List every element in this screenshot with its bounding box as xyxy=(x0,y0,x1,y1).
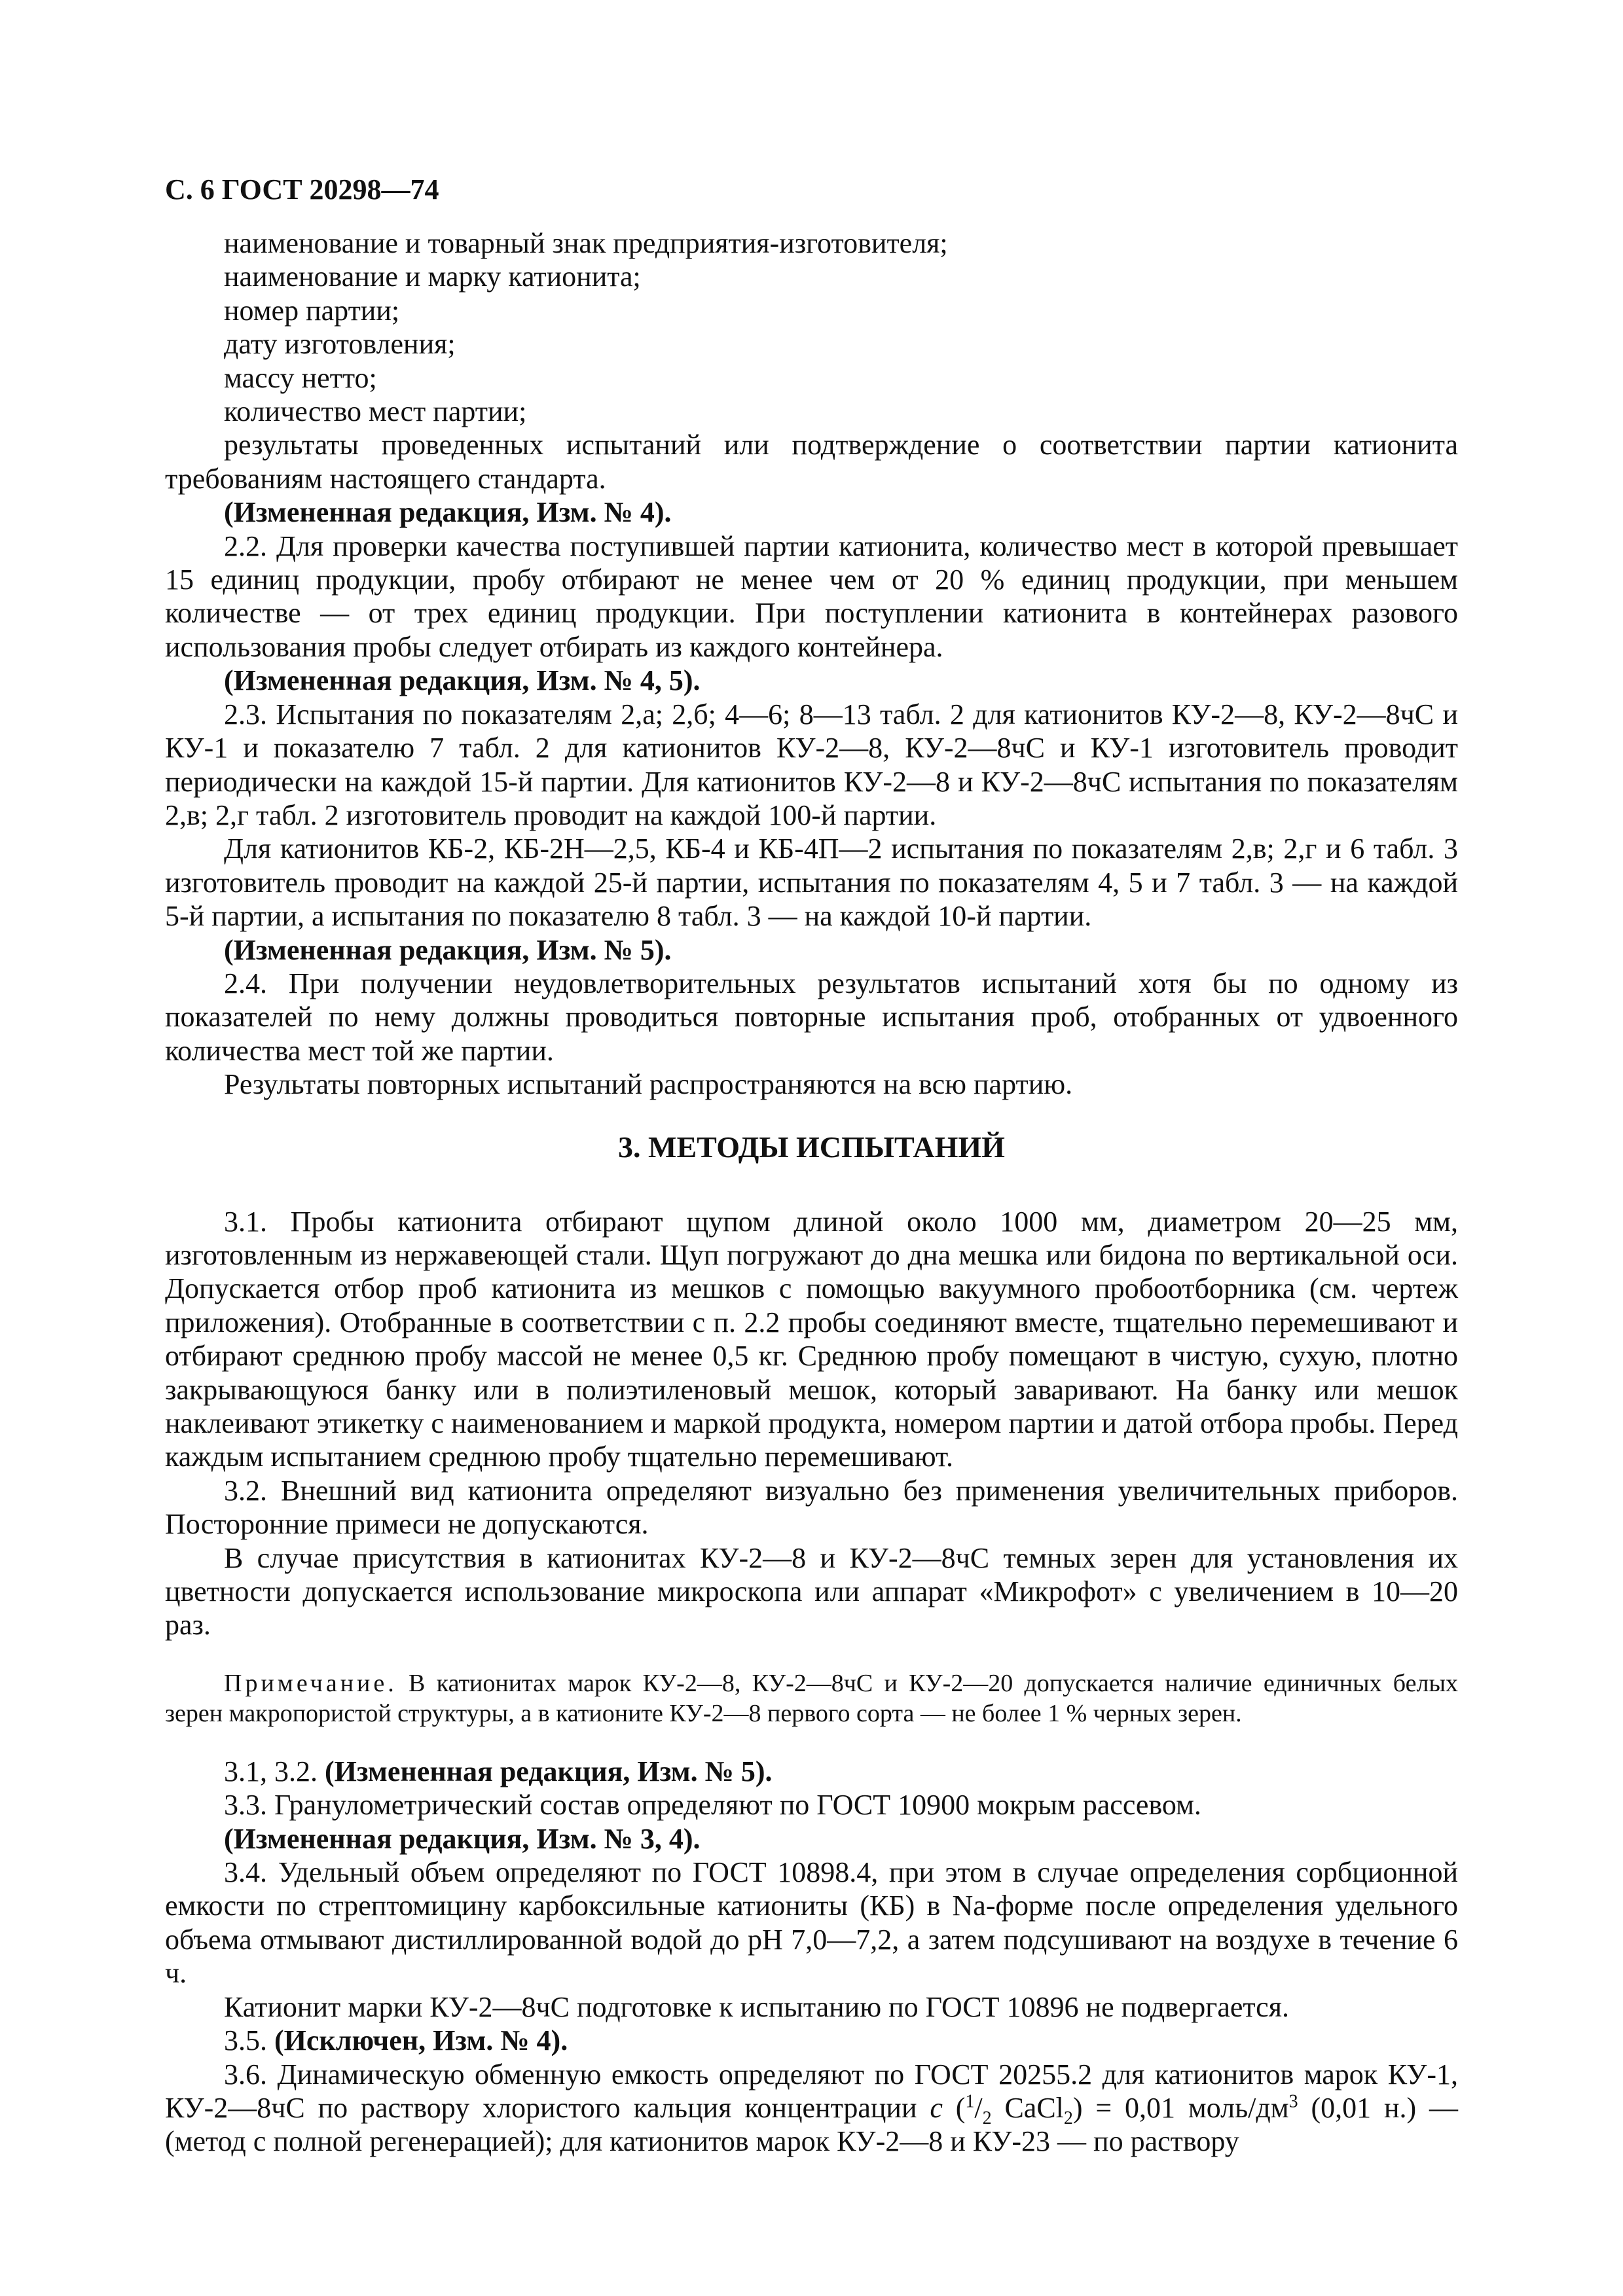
text-run: ) = 0,01 моль/дм xyxy=(1072,2091,1289,2124)
paragraph-3-3: 3.3. Гранулометрический состав определяют по ГОСТ 10900 мокрым рассевом. xyxy=(224,1789,1201,1821)
list-item: дату изготовления; xyxy=(224,328,456,361)
list-item: массу нетто; xyxy=(224,361,377,394)
text-run: (0,01 н.) — (метод с полной регенерацией); для катионитов марок КУ-2—8 и КУ-23 — по раствору xyxy=(165,2091,1458,2158)
paragraph-2-4-continued: Результаты повторных испытаний распространяются на всю партию. xyxy=(224,1068,1073,1101)
paragraph-3-6 xyxy=(165,2058,1458,2159)
formula: CaCl xyxy=(991,2091,1064,2124)
clause-number: 3.5. xyxy=(224,2024,274,2057)
text-run: ( xyxy=(942,2091,966,2124)
paragraph-3-1: 3.1. Пробы катионита отбирают щупом длиной около 1000 мм, диаметром 20—25 мм, изготовленным из нержавеющей стали. Щуп погружают до дна мешка или бидона по вертикальной оси. Допускается отбор проб катионита из мешков с помощью вакуумного пробоотборника (см. чертеж приложения). Отобранные в соответствии с п. 2.2 пробы соединяют вместе, тщательно перемешивают и отбирают среднюю пробу массой не менее 0,5 кг. Среднюю пробу помещают в чистую, сухую, плотно закрывающуюся банку или в полиэтиленовый мешок, который заваривают. На банку или мешок наклеивают этикетку с наименованием и маркой продукта, номером партии и датой отбора пробы. Перед каждым испытанием среднюю пробу тщательно перемешивают. xyxy=(165,1205,1458,1473)
paragraph-results: результаты проведенных испытаний или подтверждение о соответствии партии катионита требованиям настоящего стандарта. xyxy=(165,429,1458,495)
note xyxy=(165,1668,1458,1729)
list-item: наименование и марку катионита; xyxy=(224,260,641,293)
text-run: 3.6. Динамическую обменную емкость определяют по ГОСТ 20255.2 для катионитов марок КУ-1, КУ-2—8чС по раствору хлористого кальция концентрации xyxy=(165,2058,1458,2124)
amendment-note: (Измененная редакция, Изм. № 5). xyxy=(325,1755,773,1787)
excluded-note: (Исключен, Изм. № 4). xyxy=(274,2024,568,2057)
amendment-note: (Измененная редакция, Изм. № 4). xyxy=(224,496,672,529)
paragraph-3-4: 3.4. Удельный объем определяют по ГОСТ 10898.4, при этом в случае определения сорбционной емкости по стрептомицину карбоксильные катиониты (КБ) в Na-форме после определения удельного объема отмывают дистиллированной водой до pH 7,0—7,2, а затем подсушивают на воздухе в течение 6 ч. xyxy=(165,1856,1458,1990)
paragraph-2-3-continued: Для катионитов КБ-2, КБ-2Н—2,5, КБ-4 и КБ-4П—2 испытания по показателям 2,в; 2,г и 6 табл. 3 изготовитель проводит на каждой 25-й партии, испытания по показателям 4, 5 и 7 табл. 3 — на каждой 5-й партии, а испытания по показателю 8 табл. 3 — на каждой 10-й партии. xyxy=(165,833,1458,933)
fraction-slash: / xyxy=(974,2091,983,2124)
concentration-symbol: c xyxy=(930,2091,943,2124)
list-item: количество мест партии; xyxy=(224,395,527,428)
fraction-numerator: 1 xyxy=(965,2091,975,2112)
clause-numbers: 3.1, 3.2. xyxy=(224,1755,325,1787)
paragraph-2-2: 2.2. Для проверки качества поступившей партии катионита, количество мест в которой превышает 15 единиц продукции, пробу отбирают не менее чем от 20 % единиц продукции, при меньшем количестве — от трех единиц продукции. При поступлении катионита в контейнерах разового использования пробы следует отбирать из каждого контейнера. xyxy=(165,529,1458,663)
formula-subscript: 2 xyxy=(1063,2108,1073,2128)
paragraph-3-1-3-2-amendment xyxy=(165,1755,1458,1788)
list-item: номер партии; xyxy=(224,294,400,327)
page-header: С. 6 ГОСТ 20298—74 xyxy=(165,173,439,206)
unit-superscript: 3 xyxy=(1288,2091,1298,2112)
note-text: В катионитах марок КУ-2—8, КУ-2—8чС и КУ-2—20 допускается наличие единичных белых зерен макропористой структуры, а в катионите КУ-2—8 первого сорта — не более 1 % черных зерен. xyxy=(165,1669,1458,1727)
list-item: наименование и товарный знак предприятия-изготовителя; xyxy=(224,227,948,259)
paragraph-3-4-continued: Катионит марки КУ-2—8чС подготовке к испытанию по ГОСТ 10896 не подвергается. xyxy=(224,1990,1289,2023)
amendment-note: (Измененная редакция, Изм. № 4, 5). xyxy=(224,664,701,697)
fraction-denominator: 2 xyxy=(982,2108,992,2128)
amendment-note: (Измененная редакция, Изм. № 5). xyxy=(224,933,672,966)
paragraph-2-3: 2.3. Испытания по показателям 2,а; 2,б; 4—6; 8—13 табл. 2 для катионитов КУ-2—8, КУ-2—8чС и КУ-1 и показателю 7 табл. 2 для катионитов КУ-2—8, КУ-2—8чС и КУ-1 изготовитель проводит периодически на каждой 15-й партии. Для катионитов КУ-2—8 и КУ-2—8чС испытания по показателям 2,в; 2,г табл. 2 изготовитель проводит на каждой 100-й партии. xyxy=(165,698,1458,831)
amendment-note: (Измененная редакция, Изм. № 3, 4). xyxy=(224,1822,701,1855)
document-body xyxy=(165,226,1458,2159)
paragraph-3-5 xyxy=(165,2024,1458,2057)
paragraph-2-4: 2.4. При получении неудовлетворительных результатов испытаний хотя бы по одному из показателей по нему должны проводиться повторные испытания проб, отобранных от удвоенного количества мест той же партии. xyxy=(165,967,1458,1067)
section-title: 3. МЕТОДЫ ИСПЫТАНИЙ xyxy=(618,1130,1005,1164)
note-label: Примечание. xyxy=(224,1669,397,1697)
paragraph-3-2: 3.2. Внешний вид катионита определяют визуально без применения увеличительных приборов. Посторонние примеси не допускаются. xyxy=(165,1474,1458,1541)
paragraph-3-2-continued: В случае присутствия в катионитах КУ-2—8 и КУ-2—8чС темных зерен для установления их цветности допускается использование микроскопа или аппарат «Микрофот» с увеличением в 10—20 раз. xyxy=(165,1541,1458,1641)
